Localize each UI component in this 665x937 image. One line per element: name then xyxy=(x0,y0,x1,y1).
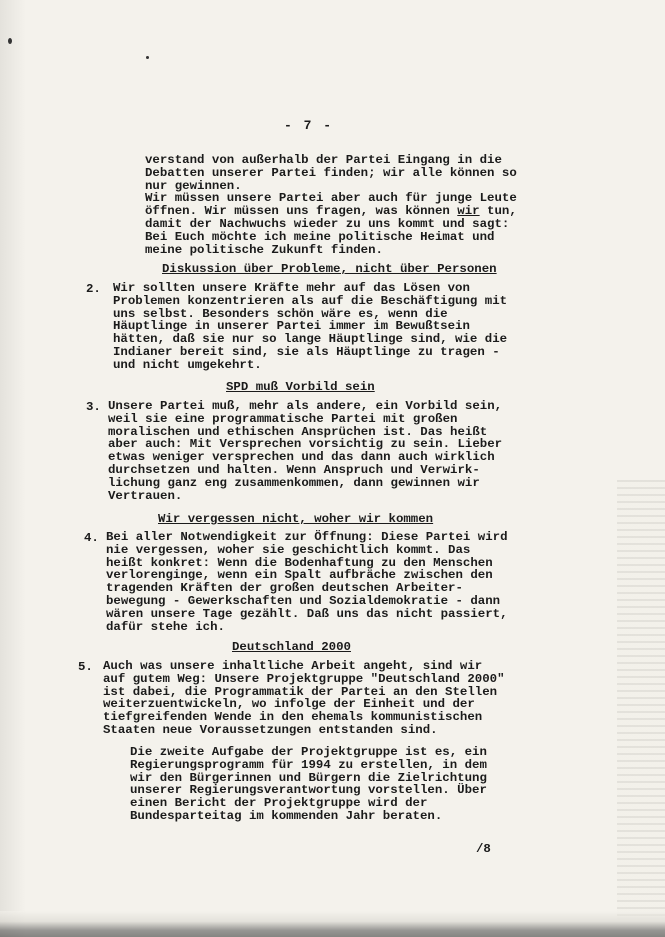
text-line: weiterzuentwickeln, wo infolge der Einheit und der xyxy=(103,697,475,712)
section-number: 4. xyxy=(84,531,99,545)
indented-paragraph xyxy=(130,746,487,823)
section-body xyxy=(113,282,507,372)
text-line: uns selbst. Besonders schön wäre es, wenn die xyxy=(113,306,448,321)
section-body xyxy=(108,400,502,502)
text-line: ist dabei, die Programmatik der Partei an den Stellen xyxy=(103,684,498,699)
text-line: nur gewinnen. xyxy=(145,178,242,193)
scan-edge-bottom xyxy=(0,911,665,937)
text-line: Indianer bereit sind, sie als Häuptlinge zu tragen - xyxy=(113,344,500,359)
text-line: Debatten unserer Partei finden; wir alle können so xyxy=(145,165,517,180)
section-body xyxy=(106,531,508,633)
text-line: aber auch: Mit Versprechen vorsichtig zu sein. Lieber xyxy=(108,437,503,452)
text-line: wir den Bürgerinnen und Bürgern die Zielrichtung xyxy=(130,770,487,785)
text-line: Bundesparteitag im kommenden Jahr beraten. xyxy=(130,808,443,823)
section-body xyxy=(103,660,505,737)
section-heading: SPD muß Vorbild sein xyxy=(226,380,375,394)
text-line: hätten, daß sie nur so lange Häuptlinge sind, wie die xyxy=(113,332,508,347)
scan-speck xyxy=(8,38,12,44)
scan-edge-right xyxy=(617,480,665,920)
text-line: und nicht umgekehrt. xyxy=(113,357,262,372)
text-line: verstand von außerhalb der Partei Eingang in die xyxy=(145,153,502,167)
text-line: unserer Regierungsverantwortung vorstellen. Über xyxy=(130,783,487,798)
text-line: Bei Euch möchte ich meine politische Heimat und xyxy=(145,229,495,244)
text-line: Unsere Partei muß, mehr als andere, ein Vorbild sein, xyxy=(108,399,503,413)
text-line: Häuptlinge in unserer Partei immer im Bewußtsein xyxy=(113,319,470,334)
text-line: dafür stehe ich. xyxy=(106,619,225,634)
scan-edge-left xyxy=(0,0,26,937)
text-line: einen Bericht der Projektgruppe wird der xyxy=(130,796,428,811)
text-line: Wir müssen unsere Partei aber auch für junge Leute xyxy=(145,191,517,206)
section-heading: Deutschland 2000 xyxy=(232,640,351,654)
text-line: tragenden Kräften der großen deutschen Arbeiter- xyxy=(106,581,463,596)
text-line: Staaten neue Voraussetzungen entstanden sind. xyxy=(103,722,438,737)
text-line: Regierungsprogramm für 1994 zu erstellen, in dem xyxy=(130,757,487,772)
section-number: 3. xyxy=(86,400,101,414)
section-number: 2. xyxy=(86,282,101,296)
text-line: damit der Nachwuchs wieder zu uns kommt und sagt: xyxy=(145,216,510,231)
continuation-paragraph xyxy=(145,154,517,256)
text-line: auf gutem Weg: Unsere Projektgruppe "Deutschland 2000" xyxy=(103,671,505,686)
text-line: bewegung - Gewerkschaften und Sozialdemokratie - dann xyxy=(106,593,501,608)
text-line: lichung ganz eng zusammenkommen, dann gewinnen wir xyxy=(108,475,480,490)
text-line: Bei aller Notwendigkeit zur Öffnung: Diese Partei wird xyxy=(106,530,508,544)
text-line: meine politische Zukunft finden. xyxy=(145,242,383,257)
text-line: wären unsere Tage gezählt. Daß uns das nicht passiert, xyxy=(106,606,508,621)
section-heading: Diskussion über Probleme, nicht über Personen xyxy=(162,262,497,276)
page-number: - 7 - xyxy=(284,118,334,133)
text-line: moralischen und ethischen Ansprüchen ist. Das heißt xyxy=(108,424,488,439)
text-line: Die zweite Aufgabe der Projektgruppe ist es, ein xyxy=(130,745,487,759)
text-line: verlorenginge, wenn ein Spalt aufbräche zwischen den xyxy=(106,568,493,583)
scan-speck xyxy=(146,56,149,59)
text-line: tiefgreifenden Wende in den ehemals kommunistischen xyxy=(103,710,483,725)
next-page-marker: /8 xyxy=(476,842,491,856)
text-line: nie vergessen, woher sie geschichtlich kommt. Das xyxy=(106,542,471,557)
text-line: Wir sollten unsere Kräfte mehr auf das Lösen von xyxy=(113,281,470,295)
text-line: etwas weniger versprechen und das dann auch wirklich xyxy=(108,450,495,465)
text-line: heißt konkret: Wenn die Bodenhaftung zu den Menschen xyxy=(106,555,493,570)
text-line: Problemen konzentrieren als auf die Beschäftigung mit xyxy=(113,293,508,308)
emphasis-word: wir xyxy=(457,204,480,219)
text-line: Vertrauen. xyxy=(108,488,183,503)
section-number: 5. xyxy=(78,660,93,674)
text-line: durchsetzen und halten. Wenn Anspruch und Verwirk- xyxy=(108,462,480,477)
text-line-emphasis: öffnen. Wir müssen uns fragen, was können wir tun, xyxy=(145,204,517,219)
text-line: weil sie eine programmatische Partei mit großen xyxy=(108,411,458,426)
section-heading: Wir vergessen nicht, woher wir kommen xyxy=(158,512,434,526)
text-line: Auch was unsere inhaltliche Arbeit angeht, sind wir xyxy=(103,659,483,673)
